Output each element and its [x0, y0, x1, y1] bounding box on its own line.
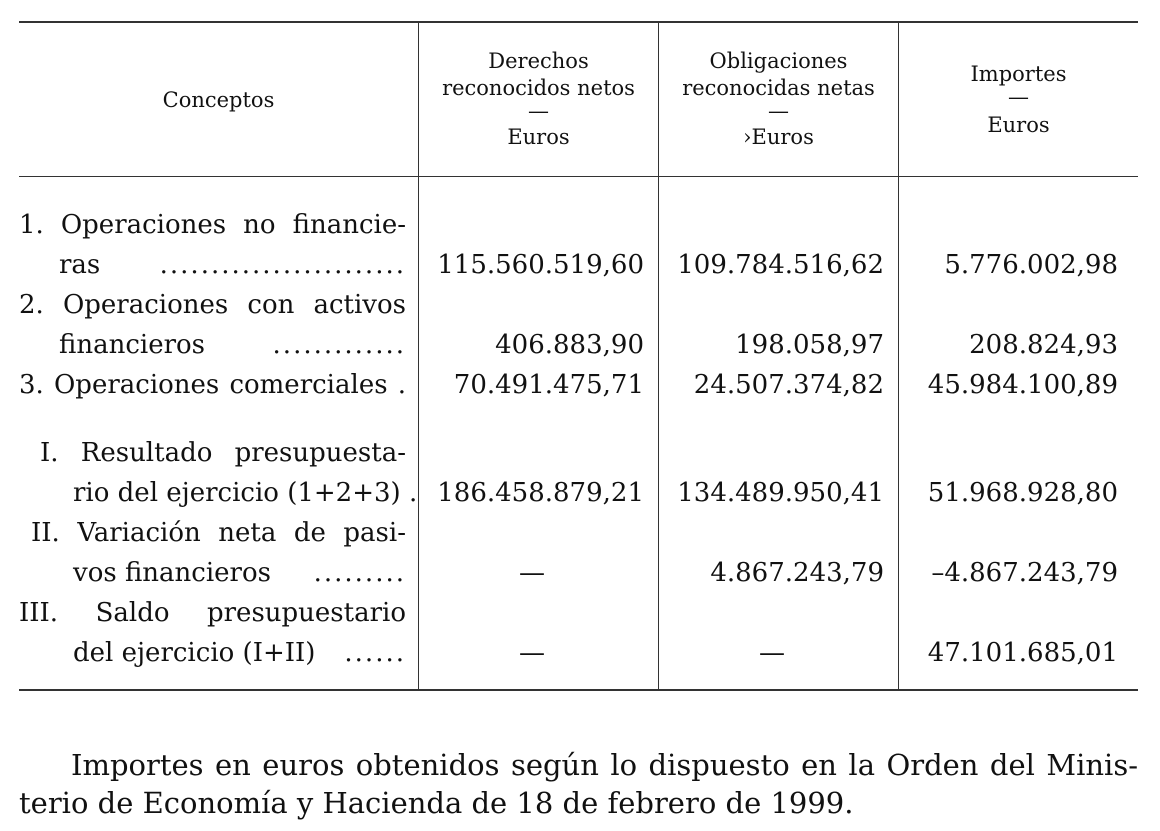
cell-obligaciones: 4.867.243,79 [710, 558, 884, 588]
row-label: II. Variación neta de pasi- [31, 518, 406, 548]
cell-obligaciones: 24.507.374,82 [693, 370, 884, 400]
cell-importes: 47.101.685,01 [927, 638, 1118, 668]
table-top-rule [19, 21, 1138, 23]
row-label: I. Resultado presupuesta- [40, 438, 406, 468]
table-header-rule [19, 176, 1138, 177]
cell-obligaciones: — [759, 638, 785, 668]
cell-derechos: 115.560.519,60 [437, 250, 644, 280]
cell-obligaciones: 198.058,97 [735, 330, 884, 360]
header-concepts: Conceptos [162, 88, 275, 112]
row-label: rio del ejercicio (1+2+3) . [73, 478, 418, 508]
cell-importes: 45.984.100,89 [927, 370, 1118, 400]
row-label: 1. Operaciones no financie- [19, 210, 406, 240]
cell-obligaciones: 109.784.516,62 [677, 250, 884, 280]
cell-derechos: 406.883,90 [495, 330, 644, 360]
header-obligaciones: Obligaciones reconocidas netas — ›Euros [682, 49, 875, 149]
row-label: vos financieros ......... [73, 558, 406, 588]
row-label: financieros ............. [59, 330, 406, 360]
row-label: 2. Operaciones con activos [19, 290, 406, 320]
cell-derechos: 70.491.475,71 [453, 370, 644, 400]
cell-derechos: 186.458.879,21 [437, 478, 644, 508]
table-bottom-rule [19, 689, 1138, 691]
row-label: del ejercicio (I+II) ...... [73, 638, 406, 668]
header-derechos: Derechos reconocidos netos — Euros [442, 49, 635, 149]
cell-importes: –4.867.243,79 [931, 558, 1118, 588]
row-label: ras ........................ [59, 250, 406, 280]
cell-derechos: — [519, 638, 545, 668]
row-label: III. Saldo presupuestario [19, 598, 406, 628]
row-label: 3. Operaciones comerciales . [19, 370, 406, 400]
footer-note: Importes en euros obtenidos según lo dispuesto en la Orden del Minis- terio de Economía y Hacienda de 18 de febrero de 1999. [19, 748, 1138, 820]
cell-obligaciones: 134.489.950,41 [677, 478, 884, 508]
header-importes: Importes — Euros [970, 62, 1067, 137]
cell-importes: 5.776.002,98 [944, 250, 1118, 280]
cell-derechos: — [519, 558, 545, 588]
cell-importes: 51.968.928,80 [927, 478, 1118, 508]
cell-importes: 208.824,93 [969, 330, 1118, 360]
